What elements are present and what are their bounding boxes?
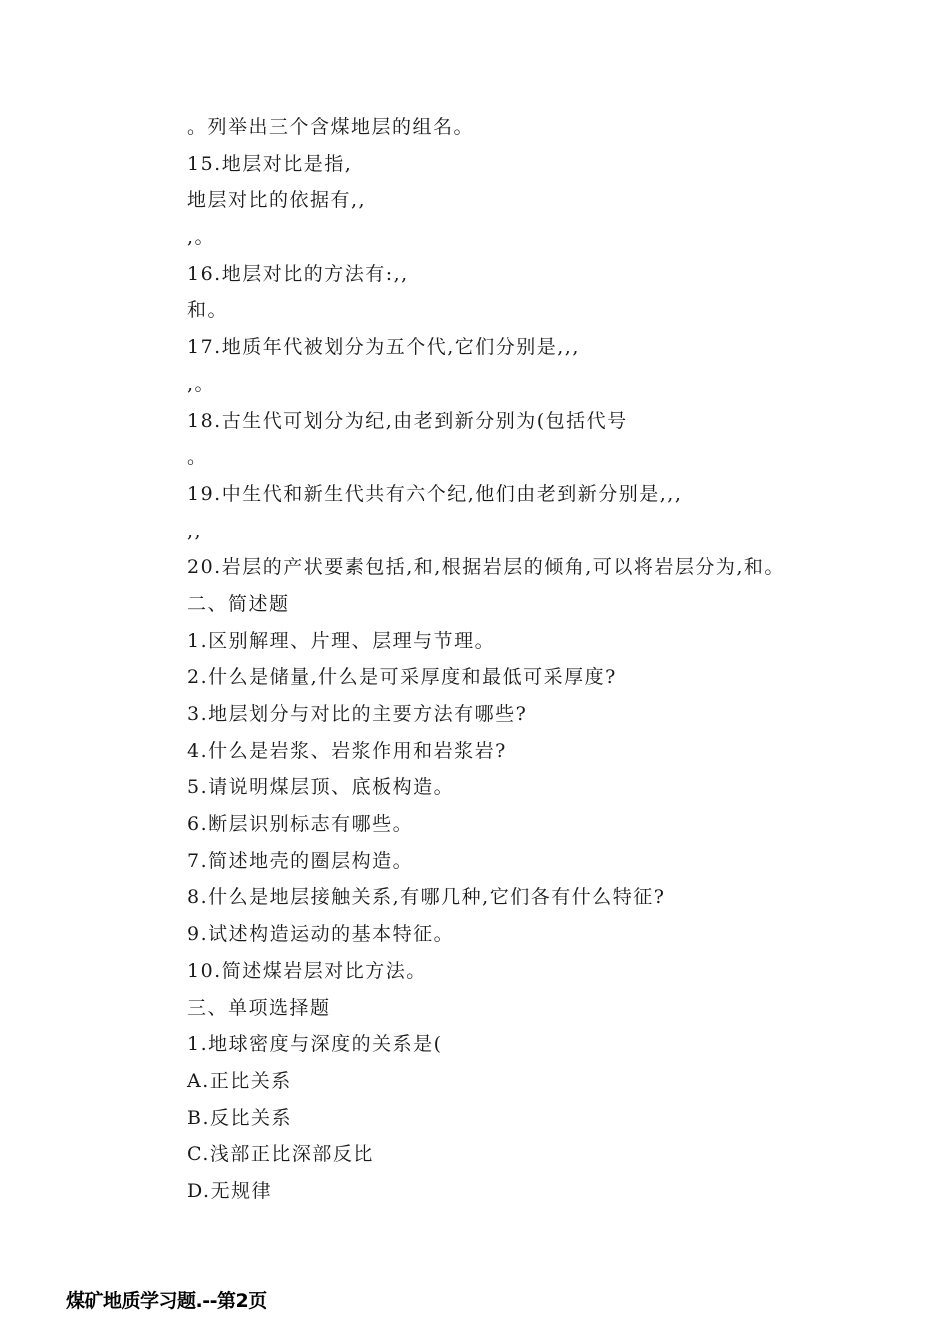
short-answer-7: 7.简述地壳的圈层构造。: [187, 849, 414, 872]
text-line: 地层对比的依据有,,: [187, 189, 367, 212]
short-answer-6: 6.断层识别标志有哪些。: [187, 813, 414, 836]
text-line: ,,: [187, 519, 203, 542]
short-answer-3: 3.地层划分与对比的主要方法有哪些?: [187, 703, 528, 725]
option-a: A.正比关系: [187, 1069, 292, 1092]
question-15: 15.地层对比是指,: [187, 152, 353, 175]
short-answer-9: 9.试述构造运动的基本特征。: [187, 923, 455, 946]
choice-question-1: 1.地球密度与深度的关系是(: [187, 1033, 443, 1056]
question-17: 17.地质年代被划分为五个代,它们分别是,,,: [187, 336, 580, 359]
short-answer-2: 2.什么是储量,什么是可采厚度和最低可采厚度?: [187, 666, 617, 689]
short-answer-10: 10.简述煤岩层对比方法。: [187, 959, 427, 982]
text-line: 和。: [187, 299, 229, 322]
document-body: [187, 114, 887, 1215]
short-answer-4: 4.什么是岩浆、岩浆作用和岩浆岩?: [187, 739, 507, 762]
text-line: 。: [187, 446, 208, 469]
text-line: ,。: [187, 372, 216, 395]
question-16: 16.地层对比的方法有:,,: [187, 262, 409, 285]
question-20: 20.岩层的产状要素包括,和,根据岩层的倾角,可以将岩层分为,和。: [187, 556, 785, 579]
question-18: 18.古生代可划分为纪,由老到新分别为(包括代号: [187, 409, 628, 432]
short-answer-8: 8.什么是地层接触关系,有哪几种,它们各有什么特征?: [187, 886, 666, 909]
option-c: C.浅部正比深部反比: [187, 1143, 374, 1166]
short-answer-5: 5.请说明煤层顶、底板构造。: [187, 776, 455, 799]
section-heading-single-choice: 三、单项选择题: [187, 996, 331, 1019]
option-b: B.反比关系: [187, 1106, 293, 1129]
question-19: 19.中生代和新生代共有六个纪,他们由老到新分别是,,,: [187, 482, 683, 505]
text-line: ,。: [187, 226, 216, 249]
option-d: D.无规律: [187, 1179, 273, 1202]
text-line: 。列举出三个含煤地层的组名。: [187, 116, 475, 138]
page-footer: 煤矿地质学习题.--第2页: [66, 1290, 267, 1312]
short-answer-1: 1.区别解理、片理、层理与节理。: [187, 629, 496, 652]
section-heading-short-answer: 二、简述题: [187, 592, 290, 615]
